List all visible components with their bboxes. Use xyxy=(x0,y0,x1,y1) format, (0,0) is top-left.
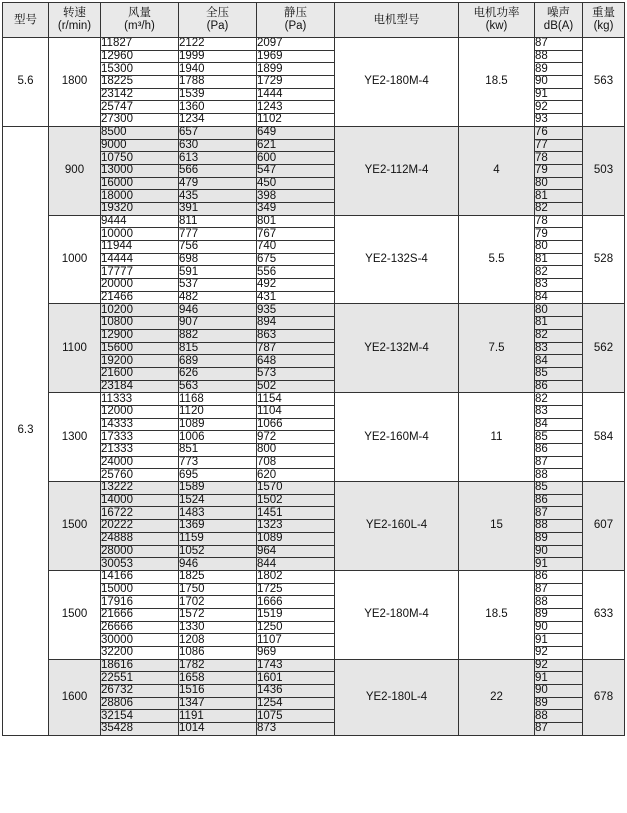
total-pressure-cell: 1360 xyxy=(179,101,257,114)
static-pressure-cell: 600 xyxy=(257,152,335,165)
total-pressure-cell: 777 xyxy=(179,228,257,241)
flow-cell: 15600 xyxy=(101,342,179,355)
static-pressure-cell: 648 xyxy=(257,355,335,368)
noise-cell: 91 xyxy=(535,558,583,571)
noise-cell: 85 xyxy=(535,482,583,495)
table-row xyxy=(3,215,625,228)
table-row xyxy=(3,393,625,406)
noise-cell: 90 xyxy=(535,685,583,698)
spec-table-container xyxy=(2,2,625,736)
motor-power-cell: 11 xyxy=(459,393,535,482)
fan-spec-table xyxy=(2,2,625,736)
flow-cell: 19320 xyxy=(101,202,179,215)
noise-cell: 90 xyxy=(535,545,583,558)
flow-cell: 12000 xyxy=(101,405,179,418)
flow-cell: 22551 xyxy=(101,672,179,685)
noise-cell: 87 xyxy=(535,723,583,736)
noise-cell: 88 xyxy=(535,50,583,63)
total-pressure-cell: 626 xyxy=(179,367,257,380)
flow-cell: 17777 xyxy=(101,266,179,279)
total-pressure-cell: 1347 xyxy=(179,697,257,710)
flow-cell: 10750 xyxy=(101,152,179,165)
static-pressure-cell: 675 xyxy=(257,253,335,266)
total-pressure-cell: 1014 xyxy=(179,723,257,736)
flow-cell: 21333 xyxy=(101,444,179,457)
flow-cell: 15300 xyxy=(101,63,179,76)
flow-cell: 21600 xyxy=(101,367,179,380)
flow-cell: 18616 xyxy=(101,659,179,672)
speed-cell: 1000 xyxy=(49,215,101,304)
noise-cell: 89 xyxy=(535,63,583,76)
noise-cell: 88 xyxy=(535,710,583,723)
static-pressure-cell: 1451 xyxy=(257,507,335,520)
noise-cell: 80 xyxy=(535,241,583,254)
static-pressure-cell: 556 xyxy=(257,266,335,279)
static-pressure-cell: 972 xyxy=(257,431,335,444)
noise-cell: 92 xyxy=(535,101,583,114)
noise-cell: 91 xyxy=(535,88,583,101)
header-motor-model: 电机型号 xyxy=(335,3,459,38)
motor-model-cell: YE2-180M-4 xyxy=(335,570,459,659)
total-pressure-cell: 1825 xyxy=(179,570,257,583)
speed-cell: 1100 xyxy=(49,304,101,393)
motor-model-cell: YE2-132S-4 xyxy=(335,215,459,304)
total-pressure-cell: 1589 xyxy=(179,482,257,495)
static-pressure-cell: 767 xyxy=(257,228,335,241)
flow-cell: 14333 xyxy=(101,418,179,431)
noise-cell: 81 xyxy=(535,190,583,203)
noise-cell: 83 xyxy=(535,342,583,355)
noise-cell: 87 xyxy=(535,583,583,596)
flow-cell: 11944 xyxy=(101,241,179,254)
static-pressure-cell: 964 xyxy=(257,545,335,558)
static-pressure-cell: 1107 xyxy=(257,634,335,647)
total-pressure-cell: 1483 xyxy=(179,507,257,520)
static-pressure-cell: 1802 xyxy=(257,570,335,583)
total-pressure-cell: 591 xyxy=(179,266,257,279)
noise-cell: 79 xyxy=(535,228,583,241)
total-pressure-cell: 391 xyxy=(179,202,257,215)
total-pressure-cell: 537 xyxy=(179,279,257,292)
static-pressure-cell: 547 xyxy=(257,164,335,177)
flow-cell: 14166 xyxy=(101,570,179,583)
flow-cell: 21666 xyxy=(101,608,179,621)
total-pressure-cell: 756 xyxy=(179,241,257,254)
noise-cell: 84 xyxy=(535,418,583,431)
total-pressure-cell: 811 xyxy=(179,215,257,228)
static-pressure-cell: 1899 xyxy=(257,63,335,76)
header-model: 型号 xyxy=(3,3,49,38)
total-pressure-cell: 946 xyxy=(179,304,257,317)
noise-cell: 87 xyxy=(535,456,583,469)
total-pressure-cell: 1089 xyxy=(179,418,257,431)
total-pressure-cell: 695 xyxy=(179,469,257,482)
motor-power-cell: 18.5 xyxy=(459,570,535,659)
flow-cell: 26732 xyxy=(101,685,179,698)
flow-cell: 19200 xyxy=(101,355,179,368)
noise-cell: 78 xyxy=(535,215,583,228)
flow-cell: 16722 xyxy=(101,507,179,520)
flow-cell: 15000 xyxy=(101,583,179,596)
header-static-pressure: 静压 (Pa) xyxy=(257,3,335,38)
motor-power-cell: 4 xyxy=(459,126,535,215)
weight-cell: 563 xyxy=(583,38,625,127)
noise-cell: 85 xyxy=(535,367,583,380)
total-pressure-cell: 613 xyxy=(179,152,257,165)
total-pressure-cell: 851 xyxy=(179,444,257,457)
motor-power-cell: 5.5 xyxy=(459,215,535,304)
static-pressure-cell: 1969 xyxy=(257,50,335,63)
flow-cell: 13222 xyxy=(101,482,179,495)
total-pressure-cell: 1234 xyxy=(179,114,257,127)
motor-model-cell: YE2-180M-4 xyxy=(335,38,459,127)
flow-cell: 18000 xyxy=(101,190,179,203)
motor-model-cell: YE2-160M-4 xyxy=(335,393,459,482)
flow-cell: 11827 xyxy=(101,38,179,51)
total-pressure-cell: 1999 xyxy=(179,50,257,63)
header-total-pressure: 全压 (Pa) xyxy=(179,3,257,38)
static-pressure-cell: 398 xyxy=(257,190,335,203)
model-cell: 5.6 xyxy=(3,38,49,127)
header-motor-power: 电机功率 (kw) xyxy=(459,3,535,38)
total-pressure-cell: 1208 xyxy=(179,634,257,647)
noise-cell: 89 xyxy=(535,608,583,621)
static-pressure-cell: 787 xyxy=(257,342,335,355)
static-pressure-cell: 573 xyxy=(257,367,335,380)
noise-cell: 82 xyxy=(535,393,583,406)
static-pressure-cell: 863 xyxy=(257,329,335,342)
static-pressure-cell: 621 xyxy=(257,139,335,152)
total-pressure-cell: 1369 xyxy=(179,520,257,533)
static-pressure-cell: 1502 xyxy=(257,494,335,507)
flow-cell: 16000 xyxy=(101,177,179,190)
table-header-row xyxy=(3,3,625,38)
flow-cell: 9000 xyxy=(101,139,179,152)
total-pressure-cell: 1782 xyxy=(179,659,257,672)
total-pressure-cell: 882 xyxy=(179,329,257,342)
flow-cell: 10200 xyxy=(101,304,179,317)
noise-cell: 84 xyxy=(535,355,583,368)
static-pressure-cell: 1729 xyxy=(257,76,335,89)
total-pressure-cell: 479 xyxy=(179,177,257,190)
total-pressure-cell: 1330 xyxy=(179,621,257,634)
static-pressure-cell: 935 xyxy=(257,304,335,317)
noise-cell: 78 xyxy=(535,152,583,165)
total-pressure-cell: 815 xyxy=(179,342,257,355)
motor-power-cell: 7.5 xyxy=(459,304,535,393)
total-pressure-cell: 1702 xyxy=(179,596,257,609)
total-pressure-cell: 1572 xyxy=(179,608,257,621)
total-pressure-cell: 1658 xyxy=(179,672,257,685)
noise-cell: 77 xyxy=(535,139,583,152)
noise-cell: 80 xyxy=(535,177,583,190)
weight-cell: 678 xyxy=(583,659,625,735)
header-speed: 转速 (r/min) xyxy=(49,3,101,38)
total-pressure-cell: 1120 xyxy=(179,405,257,418)
total-pressure-cell: 566 xyxy=(179,164,257,177)
table-row xyxy=(3,304,625,317)
table-row xyxy=(3,570,625,583)
static-pressure-cell: 502 xyxy=(257,380,335,393)
static-pressure-cell: 1436 xyxy=(257,685,335,698)
total-pressure-cell: 1788 xyxy=(179,76,257,89)
noise-cell: 88 xyxy=(535,469,583,482)
noise-cell: 82 xyxy=(535,329,583,342)
noise-cell: 86 xyxy=(535,380,583,393)
noise-cell: 76 xyxy=(535,126,583,139)
noise-cell: 82 xyxy=(535,266,583,279)
flow-cell: 10000 xyxy=(101,228,179,241)
total-pressure-cell: 657 xyxy=(179,126,257,139)
static-pressure-cell: 1444 xyxy=(257,88,335,101)
static-pressure-cell: 1066 xyxy=(257,418,335,431)
flow-cell: 28806 xyxy=(101,697,179,710)
flow-cell: 20000 xyxy=(101,279,179,292)
static-pressure-cell: 1570 xyxy=(257,482,335,495)
noise-cell: 92 xyxy=(535,659,583,672)
weight-cell: 584 xyxy=(583,393,625,482)
noise-cell: 79 xyxy=(535,164,583,177)
total-pressure-cell: 1052 xyxy=(179,545,257,558)
static-pressure-cell: 349 xyxy=(257,202,335,215)
total-pressure-cell: 482 xyxy=(179,291,257,304)
noise-cell: 83 xyxy=(535,405,583,418)
total-pressure-cell: 689 xyxy=(179,355,257,368)
static-pressure-cell: 2097 xyxy=(257,38,335,51)
noise-cell: 89 xyxy=(535,532,583,545)
motor-model-cell: YE2-180L-4 xyxy=(335,659,459,735)
header-flow: 风量 (m³/h) xyxy=(101,3,179,38)
header-weight: 重量 (kg) xyxy=(583,3,625,38)
header-noise: 噪声 dB(A) xyxy=(535,3,583,38)
total-pressure-cell: 1168 xyxy=(179,393,257,406)
static-pressure-cell: 620 xyxy=(257,469,335,482)
total-pressure-cell: 1516 xyxy=(179,685,257,698)
static-pressure-cell: 740 xyxy=(257,241,335,254)
flow-cell: 26666 xyxy=(101,621,179,634)
total-pressure-cell: 435 xyxy=(179,190,257,203)
flow-cell: 17916 xyxy=(101,596,179,609)
motor-model-cell: YE2-132M-4 xyxy=(335,304,459,393)
flow-cell: 28000 xyxy=(101,545,179,558)
total-pressure-cell: 698 xyxy=(179,253,257,266)
speed-cell: 1300 xyxy=(49,393,101,482)
table-row xyxy=(3,126,625,139)
motor-power-cell: 15 xyxy=(459,482,535,571)
total-pressure-cell: 1086 xyxy=(179,647,257,660)
noise-cell: 87 xyxy=(535,507,583,520)
motor-model-cell: YE2-160L-4 xyxy=(335,482,459,571)
static-pressure-cell: 894 xyxy=(257,317,335,330)
motor-power-cell: 18.5 xyxy=(459,38,535,127)
static-pressure-cell: 431 xyxy=(257,291,335,304)
flow-cell: 24000 xyxy=(101,456,179,469)
total-pressure-cell: 563 xyxy=(179,380,257,393)
motor-power-cell: 22 xyxy=(459,659,535,735)
flow-cell: 17333 xyxy=(101,431,179,444)
flow-cell: 21466 xyxy=(101,291,179,304)
flow-cell: 12900 xyxy=(101,329,179,342)
noise-cell: 83 xyxy=(535,279,583,292)
static-pressure-cell: 1601 xyxy=(257,672,335,685)
static-pressure-cell: 1089 xyxy=(257,532,335,545)
static-pressure-cell: 1743 xyxy=(257,659,335,672)
static-pressure-cell: 492 xyxy=(257,279,335,292)
table-row xyxy=(3,482,625,495)
flow-cell: 12960 xyxy=(101,50,179,63)
flow-cell: 23142 xyxy=(101,88,179,101)
noise-cell: 87 xyxy=(535,38,583,51)
flow-cell: 18225 xyxy=(101,76,179,89)
noise-cell: 89 xyxy=(535,697,583,710)
noise-cell: 80 xyxy=(535,304,583,317)
weight-cell: 633 xyxy=(583,570,625,659)
noise-cell: 91 xyxy=(535,672,583,685)
noise-cell: 86 xyxy=(535,444,583,457)
flow-cell: 25747 xyxy=(101,101,179,114)
static-pressure-cell: 1075 xyxy=(257,710,335,723)
table-row xyxy=(3,659,625,672)
total-pressure-cell: 773 xyxy=(179,456,257,469)
static-pressure-cell: 1666 xyxy=(257,596,335,609)
speed-cell: 1600 xyxy=(49,659,101,735)
flow-cell: 20222 xyxy=(101,520,179,533)
table-row xyxy=(3,38,625,51)
static-pressure-cell: 844 xyxy=(257,558,335,571)
noise-cell: 90 xyxy=(535,621,583,634)
static-pressure-cell: 1725 xyxy=(257,583,335,596)
total-pressure-cell: 946 xyxy=(179,558,257,571)
noise-cell: 88 xyxy=(535,520,583,533)
noise-cell: 91 xyxy=(535,634,583,647)
flow-cell: 10800 xyxy=(101,317,179,330)
noise-cell: 88 xyxy=(535,596,583,609)
flow-cell: 25760 xyxy=(101,469,179,482)
flow-cell: 32154 xyxy=(101,710,179,723)
flow-cell: 30053 xyxy=(101,558,179,571)
flow-cell: 35428 xyxy=(101,723,179,736)
total-pressure-cell: 907 xyxy=(179,317,257,330)
static-pressure-cell: 801 xyxy=(257,215,335,228)
static-pressure-cell: 1254 xyxy=(257,697,335,710)
static-pressure-cell: 708 xyxy=(257,456,335,469)
speed-cell: 1500 xyxy=(49,482,101,571)
total-pressure-cell: 1750 xyxy=(179,583,257,596)
motor-model-cell: YE2-112M-4 xyxy=(335,126,459,215)
noise-cell: 90 xyxy=(535,76,583,89)
flow-cell: 30000 xyxy=(101,634,179,647)
weight-cell: 503 xyxy=(583,126,625,215)
speed-cell: 1500 xyxy=(49,570,101,659)
static-pressure-cell: 1250 xyxy=(257,621,335,634)
flow-cell: 13000 xyxy=(101,164,179,177)
total-pressure-cell: 1006 xyxy=(179,431,257,444)
static-pressure-cell: 800 xyxy=(257,444,335,457)
total-pressure-cell: 1940 xyxy=(179,63,257,76)
model-cell: 6.3 xyxy=(3,126,49,735)
speed-cell: 1800 xyxy=(49,38,101,127)
noise-cell: 81 xyxy=(535,253,583,266)
static-pressure-cell: 649 xyxy=(257,126,335,139)
flow-cell: 23184 xyxy=(101,380,179,393)
weight-cell: 607 xyxy=(583,482,625,571)
static-pressure-cell: 1102 xyxy=(257,114,335,127)
noise-cell: 84 xyxy=(535,291,583,304)
noise-cell: 86 xyxy=(535,494,583,507)
static-pressure-cell: 1323 xyxy=(257,520,335,533)
total-pressure-cell: 1159 xyxy=(179,532,257,545)
total-pressure-cell: 630 xyxy=(179,139,257,152)
noise-cell: 81 xyxy=(535,317,583,330)
static-pressure-cell: 969 xyxy=(257,647,335,660)
total-pressure-cell: 1191 xyxy=(179,710,257,723)
flow-cell: 14000 xyxy=(101,494,179,507)
flow-cell: 32200 xyxy=(101,647,179,660)
total-pressure-cell: 1524 xyxy=(179,494,257,507)
noise-cell: 85 xyxy=(535,431,583,444)
total-pressure-cell: 2122 xyxy=(179,38,257,51)
static-pressure-cell: 1243 xyxy=(257,101,335,114)
static-pressure-cell: 873 xyxy=(257,723,335,736)
speed-cell: 900 xyxy=(49,126,101,215)
flow-cell: 24888 xyxy=(101,532,179,545)
weight-cell: 562 xyxy=(583,304,625,393)
table-body xyxy=(3,38,625,736)
flow-cell: 11333 xyxy=(101,393,179,406)
static-pressure-cell: 1104 xyxy=(257,405,335,418)
static-pressure-cell: 1519 xyxy=(257,608,335,621)
noise-cell: 92 xyxy=(535,647,583,660)
total-pressure-cell: 1539 xyxy=(179,88,257,101)
flow-cell: 14444 xyxy=(101,253,179,266)
weight-cell: 528 xyxy=(583,215,625,304)
noise-cell: 82 xyxy=(535,202,583,215)
flow-cell: 9444 xyxy=(101,215,179,228)
static-pressure-cell: 1154 xyxy=(257,393,335,406)
static-pressure-cell: 450 xyxy=(257,177,335,190)
noise-cell: 93 xyxy=(535,114,583,127)
flow-cell: 27300 xyxy=(101,114,179,127)
noise-cell: 86 xyxy=(535,570,583,583)
flow-cell: 8500 xyxy=(101,126,179,139)
